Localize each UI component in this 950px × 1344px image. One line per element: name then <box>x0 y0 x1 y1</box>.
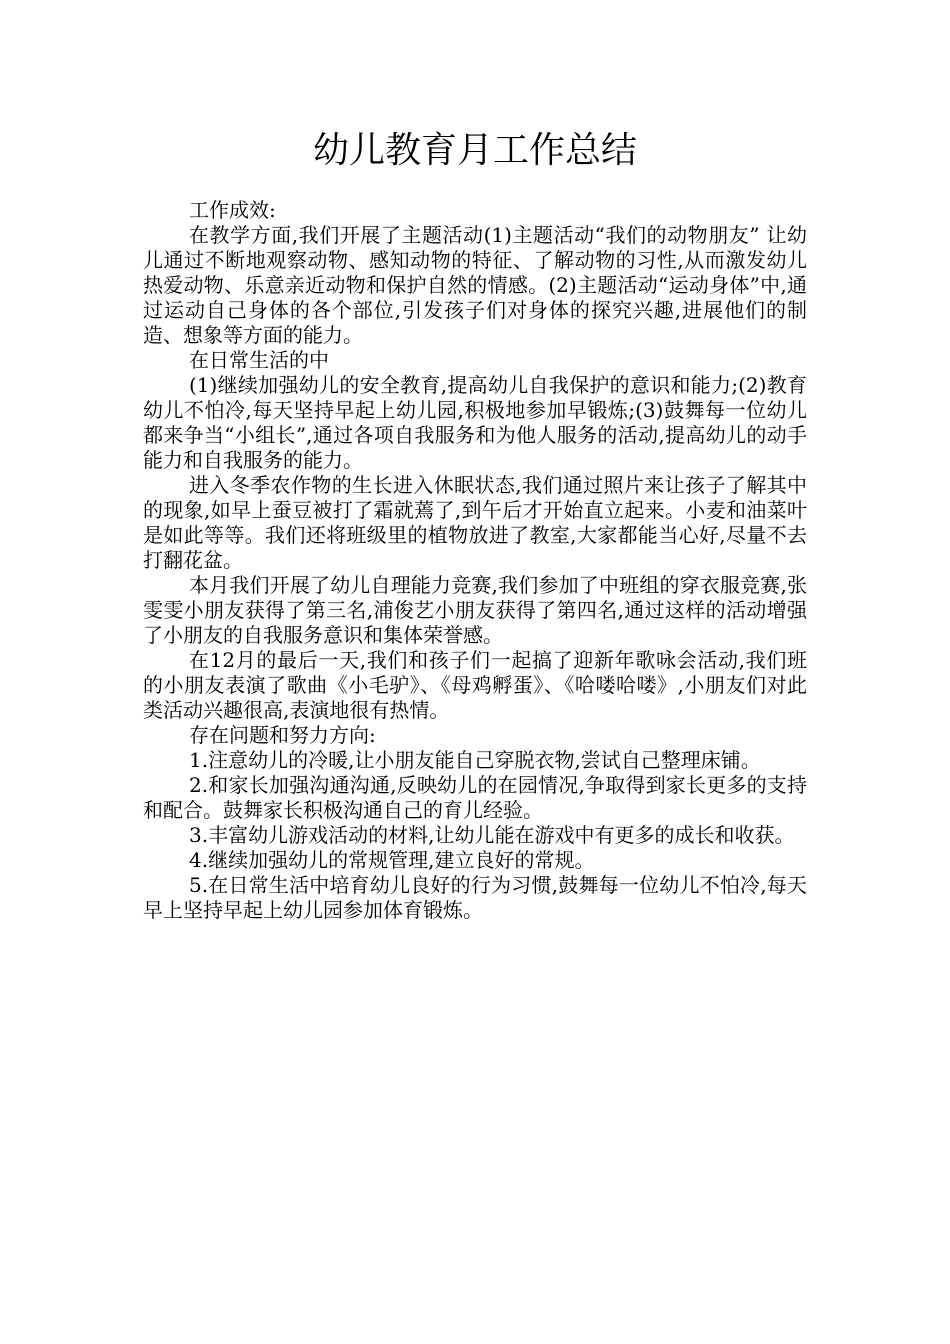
paragraph-new-year-concert: 在12月的最后一天,我们和孩子们一起搞了迎新年歌咏会活动,我们班的小朋友表演了歌曲《小毛驴》、《母鸡孵蛋》、《哈喽哈喽》,小朋友们对此类活动兴趣很高,表演地很有热情。 <box>143 648 807 722</box>
document-body <box>143 198 807 923</box>
paragraph-section-heading-issues: 存在问题和努力方向: <box>189 723 376 747</box>
list-item-issue-1: 1.注意幼儿的冷暖,让小朋友能自己穿脱衣物,尝试自己整理床铺。 <box>189 748 761 772</box>
list-item-issue-3: 3.丰富幼儿游戏活动的材料,让幼儿能在游戏中有更多的成长和收获。 <box>189 823 795 847</box>
paragraph-section-heading-results: 工作成效: <box>189 198 276 222</box>
list-item-issue-5: 5.在日常生活中培育幼儿良好的行为习惯,鼓舞每一位幼儿不怕冷,每天早上坚持早起上幼儿园参加体育锻炼。 <box>143 873 807 922</box>
document-title: 幼儿教育月工作总结 <box>312 130 637 171</box>
paragraph-self-care-contest: 本月我们开展了幼儿自理能力竞赛,我们参加了中班组的穿衣服竞赛,张雯雯小朋友获得了第三名,浦俊艺小朋友获得了第四名,通过这样的活动增强了小朋友的自我服务意识和集体荣誉感。 <box>143 573 807 647</box>
list-item-issue-4: 4.继续加强幼儿的常规管理,建立良好的常规。 <box>189 848 595 872</box>
paragraph-daily-life: (1)继续加强幼儿的安全教育,提高幼儿自我保护的意识和能力;(2)教育幼儿不怕冷,每天坚持早起上幼儿园,积极地参加早锻炼;(3)鼓舞每一位幼儿都来争当“小组长”,通过各项自我服务和为他人服务的活动,提高幼儿的动手能力和自我服务的能力。 <box>143 373 807 472</box>
paragraph-winter-crops: 进入冬季农作物的生长进入休眠状态,我们通过照片来让孩子了解其中的现象,如早上蚕豆被打了霜就蔫了,到午后才开始直立起来。小麦和油菜叶是如此等等。我们还将班级里的植物放进了教室,大家都能当心好,尽量不去打翻花盆。 <box>143 473 807 572</box>
paragraph-teaching: 在教学方面,我们开展了主题活动(1)主题活动“我们的动物朋友” 让幼儿通过不断地观察动物、感知动物的特征、了解动物的习性,从而激发幼儿热爱动物、乐意亲近动物和保护自然的情感。(2)主题活动“运动身体”中,通过运动自己身体的各个部位,引发孩子们对身体的探究兴趣,进展他们的制造、想象等方面的能力。 <box>143 223 807 347</box>
paragraph-daily-life-heading: 在日常生活的中 <box>189 348 329 372</box>
list-item-issue-2: 2.和家长加强沟通沟通,反映幼儿的在园情况,争取得到家长更多的支持和配合。鼓舞家长积极沟通自己的育儿经验。 <box>143 773 807 822</box>
